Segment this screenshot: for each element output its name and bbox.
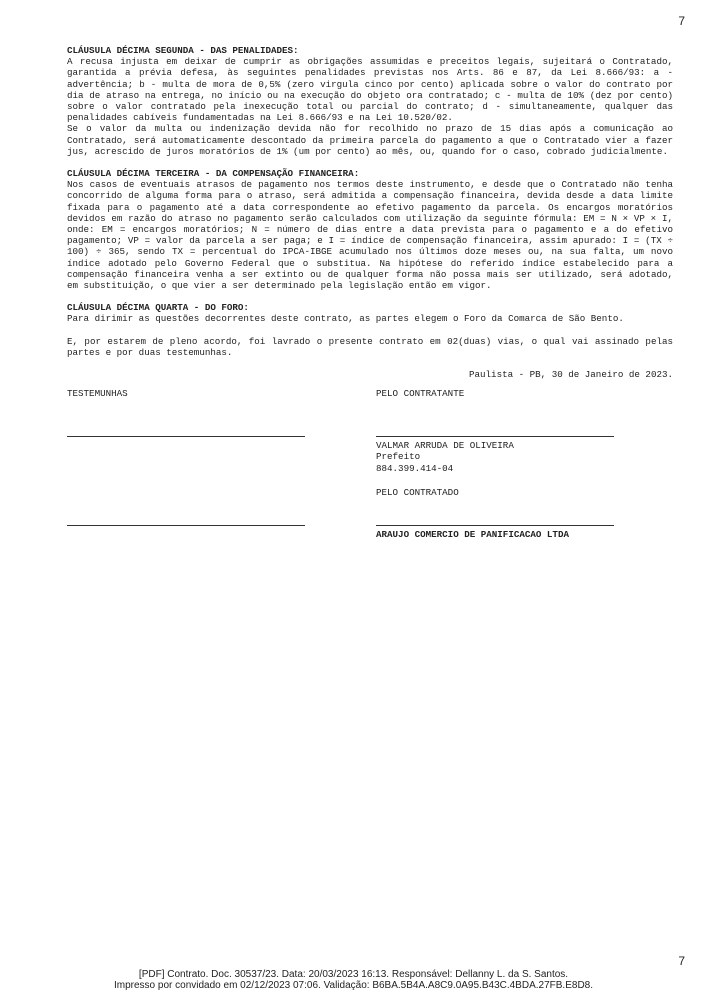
clause-14-heading: CLÁUSULA DÉCIMA QUARTA - DO FORO: [67, 302, 249, 314]
witness-2-signature-line [67, 525, 305, 526]
page-number-bottom: 7 [678, 954, 685, 968]
contracted-party-signature-line [376, 525, 614, 526]
closing-paragraph: E, por estarem de pleno acordo, foi lavrado o presente contrato em 02(duas) vias, o qual vai assinado pelas partes e por duas testemunhas. [67, 335, 673, 358]
contract-body [67, 45, 673, 558]
clause-13-paragraph-1: Nos casos de eventuais atrasos de pagamento nos termos deste instrumento, e desde que o Contratado não tenha concorrido de alguma forma para o atraso, será admitida a compensação financeira, devida desde a data limite fixada para o pagamento até a data correspondente ao efetivo pagamento da parcela. Os encargos moratórios devidos em razão do atraso no pagamento serão calculados com utilização da seguinte fórmula: EM = N × VP × I, onde: EM = encargos moratórios; N = número de dias entre a data prevista para o pagamento e a do efetivo pagamento; VP = valor da parcela a ser paga; e I = índice de compensação financeira, assim apurado: I = (TX ÷ 100) ÷ 365, sendo TX = percentual do IPCA-IBGE acumulado nos últimos doze meses ou, na sua falta, um novo índice adotado pelo Governo Federal que o substitua. Na hipótese do referido índice estabelecido para a compensação financeira venha a ser extinto ou de qualquer forma não possa mais ser utilizado, será adotado, em substituição, o que vier a ser determinado pela legislação então em vigor. [67, 179, 673, 292]
clause-12-paragraph-2: Se o valor da multa ou indenização devida não for recolhido no prazo de 15 dias após a comunicação ao Contratado, será automaticamente descontado da primeira parcela do pagamento a que o Contratado vier a fazer jus, acrescido de juros moratórios de 1% (um por cento) ao mês, ou, quando for o caso, cobrado judicialmente. [67, 123, 673, 157]
date-line: Paulista - PB, 30 de Janeiro de 2023. [469, 369, 673, 381]
contracted-party-name: ARAUJO COMERCIO DE PANIFICACAO LTDA [376, 529, 569, 541]
contracting-party-block [376, 440, 514, 474]
contracted-party-label: PELO CONTRATADO [376, 487, 459, 499]
footer-line-2: Impresso por convidado em 02/12/2023 07:06. Validação: B6BA.5B4A.A8C9.0A95.B43C.4BDA.27FB.E8D8. [114, 980, 593, 991]
clause-14-paragraph-1: Para dirimir as questões decorrentes deste contrato, as partes elegem o Foro da Comarca de São Bento. [67, 313, 624, 325]
witnesses-label: TESTEMUNHAS [67, 388, 128, 400]
contracting-party-role: Prefeito [376, 451, 421, 463]
contracting-party-id: 884.399.414-04 [376, 462, 454, 474]
page-number-top: 7 [678, 14, 685, 28]
footer-line-1: [PDF] Contrato. Doc. 30537/23. Data: 20/03/2023 16:13. Responsável: Dellanny L. da S. Santos. [138, 969, 569, 980]
witness-1-signature-line [67, 436, 305, 437]
document-footer [0, 969, 707, 991]
clause-12-paragraph-1: A recusa injusta em deixar de cumprir as obrigações assumidas e preceitos legais, sujeitará o Contratado, garantida a prévia defesa, às seguintes penalidades previstas nos Arts. 86 e 87, da Lei 8.666/93: a - advertência; b - multa de mora de 0,5% (zero virgula cinco por cento) aplicada sobre o valor do contrato por dia de atraso na entrega, no início ou na execução do objeto ora contratado; c - multa de 10% (dez por cento) sobre o valor contratado pela inexecução total ou parcial do contrato; d - simultaneamente, qualquer das penalidades cabíveis fundamentadas na Lei 8.666/93 e na Lei 10.520/02. [67, 56, 673, 124]
signature-area [67, 388, 673, 558]
clause-13-heading: CLÁUSULA DÉCIMA TERCEIRA - DA COMPENSAÇÃO FINANCEIRA: [67, 168, 360, 180]
clause-12-heading: CLÁUSULA DÉCIMA SEGUNDA - DAS PENALIDADES: [67, 45, 299, 56]
contracting-party-name: VALMAR ARRUDA DE OLIVEIRA [376, 440, 514, 452]
contracting-party-label: PELO CONTRATANTE [376, 388, 465, 400]
contracting-party-signature-line [376, 436, 614, 437]
